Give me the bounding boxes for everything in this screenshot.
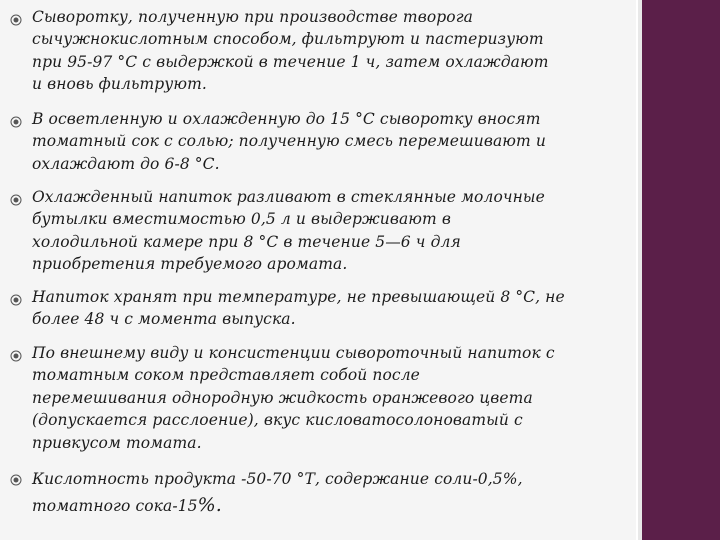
bullet-text: Охлажденный напиток разливают в стеклянные молочные бутылки вместимостью 0,5 л и выдерживают в холодильной камере при 8 °С в течение 5—6 ч для приобретения требуемого аромата. <box>32 188 545 274</box>
circle-dot-icon <box>10 350 22 362</box>
circle-dot-icon <box>10 294 22 306</box>
bullet-text: Напиток хранят при температуре, не превышающей 8 °С, не более 48 ч с момента выпуска. <box>32 288 565 329</box>
bullet-text-main: Кислотность продукта -50-70 °Т, содержание соли-0,5%, томатного сока-15 <box>32 470 523 515</box>
bullet-text: По внешнему виду и консистенции сывороточный напиток с томатным соком представляет собой после перемешивания однородную жидкость оранжевого цвета (допускается расслоение), вкус кисловатосолоноватый с привкусом томата. <box>32 344 555 452</box>
bullet-text: В осветленную и охлажденную до 15 °С сыворотку вносят томатный сок с солью; полученную смесь перемешивают и охлаждают до 6-8 °С. <box>32 110 546 173</box>
circle-dot-icon <box>10 194 22 206</box>
circle-dot-icon <box>10 116 22 128</box>
circle-dot-icon <box>10 474 22 486</box>
bullet-text: Сыворотку, полученную при производстве творога сычужнокислотным способом, фильтруют и пастеризуют при 95-97 °С с выдержкой в течение 1 ч, затем охлаждают и вновь фильтруют. <box>32 8 549 94</box>
circle-dot-icon <box>10 14 22 26</box>
sidebar-panel <box>642 0 720 540</box>
bullet-text-unit: %. <box>197 494 222 516</box>
bullet-text <box>32 466 632 519</box>
